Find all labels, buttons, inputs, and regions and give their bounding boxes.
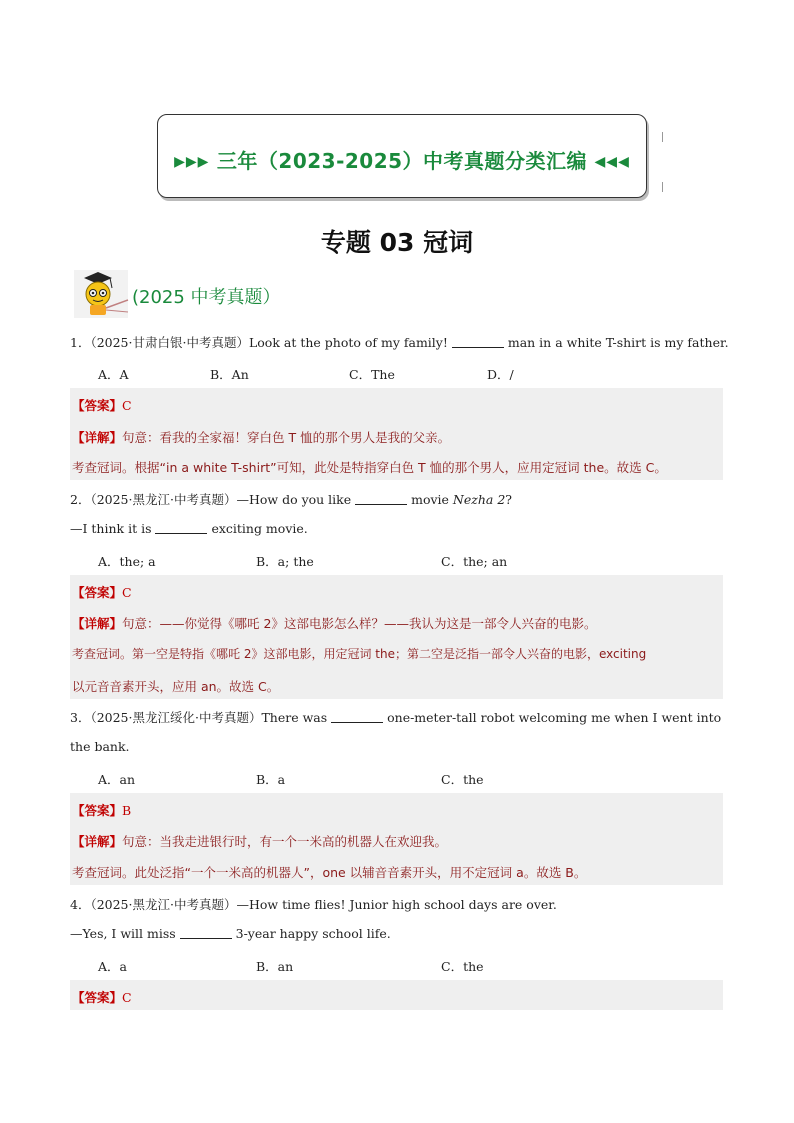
option-c: C．the; an: [441, 554, 508, 569]
detail-row: [72, 458, 667, 476]
answer-label: 【答案】: [72, 990, 123, 1005]
stem-text: man in a white T-shirt is my father.: [503, 335, 729, 350]
detail-text: 考查冠词。根据“in a white T-shirt”可知，此处是特指穿白色 T 恤的那个男人，应用定冠词 the。故选 C。: [72, 460, 667, 475]
answer-blank: [452, 337, 504, 348]
detail-label: 【详解】: [72, 834, 123, 849]
detail-row: [72, 645, 646, 662]
stem-text: —I think it is: [70, 521, 156, 536]
stem-text: There was: [261, 710, 332, 725]
option-a: A．A: [98, 367, 129, 382]
detail-label: 【详解】: [72, 616, 123, 631]
answer-row: [72, 396, 132, 414]
decorative-mark: [662, 182, 663, 192]
question-source: （2025·黑龙江·中考真题）: [90, 492, 237, 507]
detail-text: 考查冠词。此处泛指“一个一米高的机器人”，one 以辅音音素开头，用不定冠词 a。故选 B。: [72, 865, 587, 880]
answer-band: [70, 980, 723, 1010]
subject-title: 专题 03 冠词: [320, 228, 474, 257]
answer-value: C: [122, 398, 132, 413]
stem-text: —How do you like: [236, 492, 356, 507]
answer-value: C: [122, 585, 132, 600]
option-d: D．/: [487, 367, 514, 382]
question-4-line-2: [70, 926, 391, 941]
detail-row: [72, 863, 586, 881]
option-c: C．The: [349, 367, 395, 382]
answer-blank: [155, 523, 207, 534]
answer-row: [72, 583, 132, 601]
answer-value: C: [122, 990, 132, 1005]
detail-text: 句意：——你觉得《哪吒 2》这部电影怎么样？——我认为这是一部令人兴奋的电影。: [122, 616, 597, 631]
question-number: 4．: [70, 897, 91, 912]
answer-blank: [355, 494, 407, 505]
option-b: B．an: [256, 959, 294, 974]
stem-text: movie: [407, 492, 453, 507]
answer-row: [72, 801, 131, 819]
question-number: 1．: [70, 335, 91, 350]
option-c: C．the: [441, 959, 484, 974]
section-title: (2025 中考真题）: [132, 287, 281, 308]
question-4-stem: [70, 895, 557, 913]
stem-text: —How time flies! Junior high school days are over.: [236, 897, 557, 912]
detail-label: 【详解】: [72, 430, 123, 445]
option-b: B．An: [210, 367, 249, 382]
option-a: A．a: [98, 959, 127, 974]
stem-text: one-meter-tall robot welcoming me when I went into: [383, 710, 722, 725]
detail-text: 以元音音素开头，应用 an。故选 C。: [72, 679, 280, 694]
banner-title-row: [158, 145, 646, 174]
movie-title: Nezha 2: [452, 492, 506, 507]
answer-label: 【答案】: [72, 585, 123, 600]
option-c: C．the: [441, 772, 484, 787]
banner-right-arrows: ◀◀◀: [594, 154, 630, 170]
option-b: B．a; the: [256, 554, 314, 569]
banner-title: 三年（2023-2025）中考真题分类汇编: [216, 149, 588, 173]
question-2-stem: [70, 490, 512, 508]
answer-value: B: [122, 803, 132, 818]
question-3-line-2: the bank.: [70, 739, 130, 754]
detail-row: [72, 832, 447, 850]
answer-row: [72, 988, 132, 1006]
stem-text: Look at the photo of my family!: [248, 335, 452, 350]
answer-label: 【答案】: [72, 803, 123, 818]
question-source: （2025·甘肃白银·中考真题）: [90, 335, 249, 350]
detail-text: 考查冠词。第一空是特指《哪吒 2》这部电影，用定冠词 the；第二空是泛指一部令人兴奋的电影，exciting: [72, 647, 647, 661]
detail-row: [72, 677, 279, 695]
answer-blank: [180, 928, 232, 939]
question-2-line-2: [70, 521, 308, 536]
question-1-stem: [70, 333, 729, 351]
option-b: B．a: [256, 772, 286, 787]
question-number: 3．: [70, 710, 91, 725]
question-source: （2025·黑龙江·中考真题）: [90, 897, 237, 912]
title-banner: [157, 114, 647, 198]
graduate-mascot-icon: [72, 268, 130, 320]
option-a: A．an: [98, 772, 136, 787]
stem-text: exciting movie.: [207, 521, 308, 536]
answer-label: 【答案】: [72, 398, 123, 413]
decorative-mark: [662, 132, 663, 142]
question-source: （2025·黑龙江绥化·中考真题）: [90, 710, 262, 725]
answer-blank: [331, 712, 383, 723]
detail-row: [72, 428, 450, 446]
question-number: 2．: [70, 492, 91, 507]
detail-row: [72, 614, 596, 632]
option-a: A．the; a: [98, 554, 156, 569]
detail-text: 句意：看我的全家福！穿白色 T 恤的那个男人是我的父亲。: [122, 430, 451, 445]
banner-left-arrows: ▶▶▶: [174, 154, 210, 170]
question-3-stem: [70, 708, 721, 726]
stem-text: 3-year happy school life.: [231, 926, 391, 941]
stem-text: ?: [505, 492, 512, 507]
detail-text: 句意：当我走进银行时，有一个一米高的机器人在欢迎我。: [122, 834, 448, 849]
stem-text: —Yes, I will miss: [70, 926, 180, 941]
